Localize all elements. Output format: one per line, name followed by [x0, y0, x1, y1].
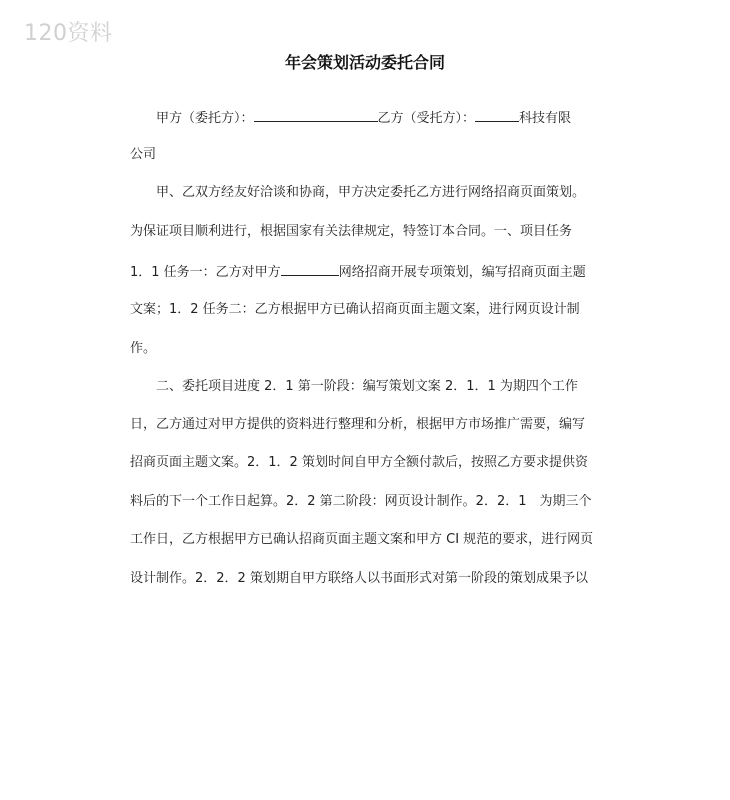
text-line: 日，乙方通过对甲方提供的资料进行整理和分析，根据甲方市场推广需要，编写 — [130, 417, 586, 432]
text-line: 文案；1．2 任务二：乙方根据甲方已确认招商页面主题文案，进行网页设计制 — [130, 302, 580, 317]
paragraph-start: 二、委托项目进度 2．1 第一阶段：编写策划文案 2．1．1 为期四个工作 — [156, 379, 578, 394]
party-a-blank — [254, 108, 378, 122]
text-line: 作。 — [130, 341, 157, 356]
party-b-blank — [475, 108, 519, 122]
party-b-label: 乙方（受托方）： — [377, 111, 476, 126]
paragraph-start: 甲、乙双方经友好洽谈和协商，甲方决定委托乙方进行网络招商页面策划。 — [156, 185, 586, 200]
text-line: 公司 — [130, 147, 157, 162]
text-line: 料后的下一个工作日起算。2．2 第二阶段：网页设计制作。2．2．1 为期三个 — [130, 494, 592, 509]
task-one-line — [130, 262, 586, 282]
document-title: 年会策划活动委托合同 — [284, 53, 445, 72]
party-line — [156, 108, 571, 128]
watermark: 120资料 — [24, 21, 113, 46]
party-a-label: 甲方（委托方）： — [156, 111, 254, 126]
text-line: 为保证项目顺利进行，根据国家有关法律规定，特签订本合同。一、项目任务 — [130, 224, 573, 239]
text-line: 工作日，乙方根据甲方已确认招商页面主题文案和甲方 CI 规范的要求，进行网页 — [130, 532, 594, 547]
text-line: 招商页面主题文案。2．1．2 策划时间自甲方全额付款后，按照乙方要求提供资 — [130, 455, 588, 470]
party-b-suffix: 科技有限 — [519, 111, 572, 126]
task-one-prefix: 1．1 任务一：乙方对甲方 — [130, 265, 281, 280]
task-one-blank — [281, 262, 339, 276]
task-one-suffix: 网络招商开展专项策划，编写招商页面主题 — [338, 265, 586, 280]
text-line: 设计制作。2．2．2 策划期自甲方联络人以书面形式对第一阶段的策划成果予以 — [130, 571, 588, 586]
